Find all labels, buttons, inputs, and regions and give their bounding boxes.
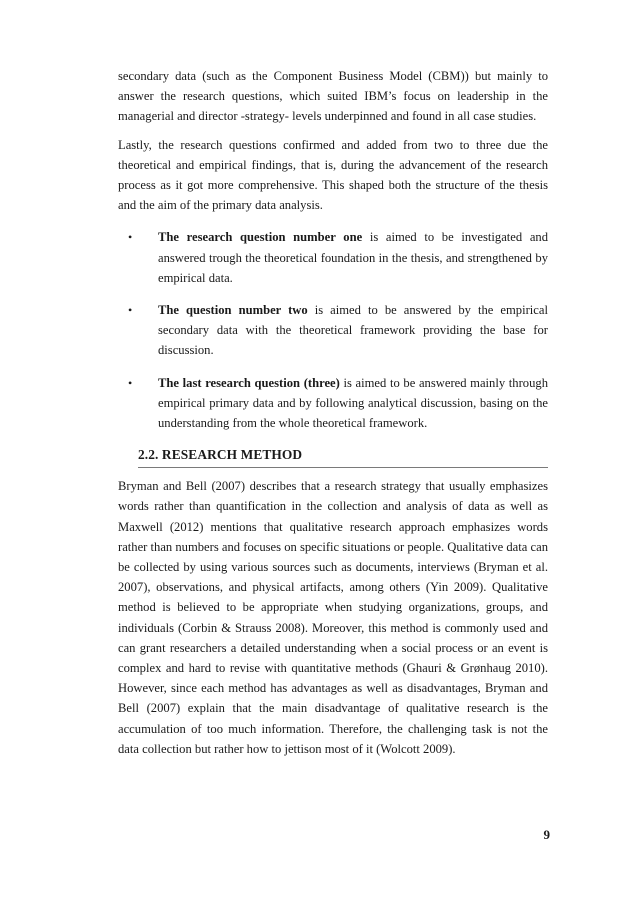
bullet-text: is aimed to be answered mainly through empirical primary data and by following analytical discussion, basing on the understanding from the whole theoretical framework. <box>158 375 548 431</box>
section-heading: 2.2. RESEARCH METHOD <box>138 445 548 468</box>
bullet-bold-lead: The question number two <box>158 303 308 318</box>
paragraph-research-method: Bryman and Bell (2007) describes that a research strategy that usually emphasizes words rather than quantification in the collection and analysis of data as well as Maxwell (2012) mentions that qualitative research approach emphasizes words rather than numbers and focuses on specific situations or people. Qualitative data can be collected by using various sources such as documents, interviews (Bryman et al. 2007), observations, and physical artifacts, among others (Yin 2009). Qualitative method is believed to be appropriate when studying organizations, groups, and individuals (Corbin & Strauss 2008). Moreover, this method is commonly used and can grant researchers a detailed understanding when a social process or an event is complex and hard to revise with quantitative methods (Ghauri & Grønhaug 2010). However, since each method has advantages as well as disadvantages, Bryman and Bell (2007) explain that the main disadvantage of qualitative research is the accumulation of too much information. Therefore, the challenging task is not the data collection but rather how to jettison most of it (Wolcott 2009). <box>118 479 548 756</box>
list-item <box>118 373 548 434</box>
bullet-icon: • <box>128 303 133 318</box>
bullet-text: is aimed to be answered by the empirical secondary data with the theoretical framework providing the base for discussion. <box>158 303 548 358</box>
bullet-icon: • <box>128 230 133 245</box>
page-number: 9 <box>543 827 550 842</box>
research-questions-list <box>118 227 548 433</box>
list-item <box>118 227 548 288</box>
document-page <box>118 66 548 767</box>
bullet-bold-lead: The research question number one <box>158 230 363 245</box>
bullet-icon: • <box>128 375 133 390</box>
paragraph-lastly: Lastly, the research questions confirmed and added from two to three due the theoretical and empirical findings, that is, during the advancement of the research process as it got more comprehensive. This shaped both the structure of the thesis and the aim of the primary data analysis. <box>118 137 548 213</box>
paragraph-intro: secondary data (such as the Component Business Model (CBM)) but mainly to answer the research questions, which suited IBM’s focus on leadership in the managerial and director -strategy- levels underpinned and found in all case studies. <box>118 69 548 124</box>
bullet-bold-lead: The last research question (three) <box>158 375 340 390</box>
list-item <box>118 300 548 361</box>
bullet-text: is aimed to be investigated and answered trough the theoretical foundation in the thesis, and strengthened by empirical data. <box>158 230 549 285</box>
